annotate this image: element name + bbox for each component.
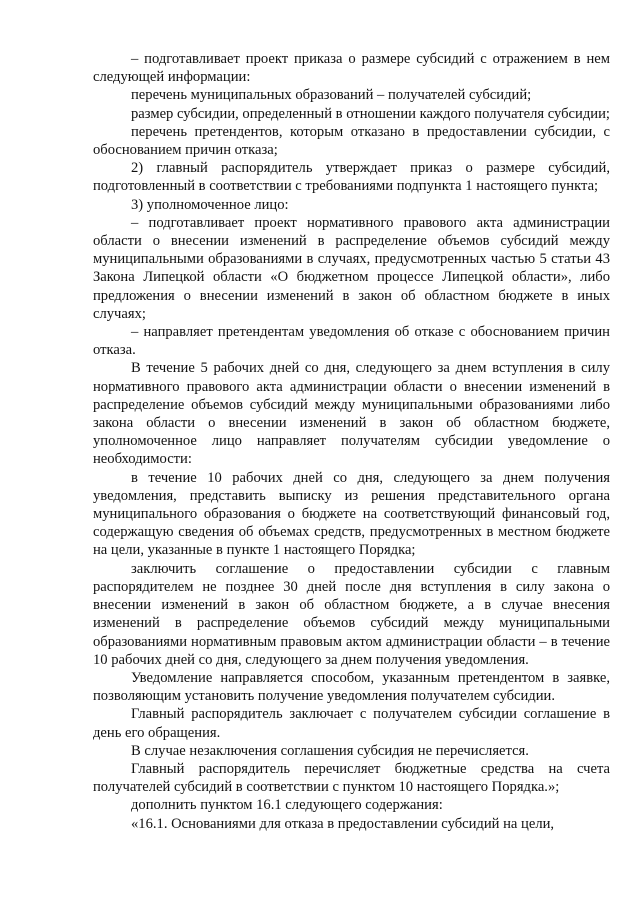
paragraph: В течение 5 рабочих дней со дня, следующего за днем вступления в силу нормативного правового акта администрации области о внесении изменений в распределение объемов субсидий между муниципальными образованиями либо закона области о внесении изменений в закон об областном бюджете, уполномоченное лицо направляет получателям субсидии уведомление о необходимости: xyxy=(93,360,610,468)
paragraph: Уведомление направляется способом, указанным претендентом в заявке, позволяющим установить получение уведомления получателем субсидии. xyxy=(93,669,610,705)
paragraph: перечень претендентов, которым отказано в предоставлении субсидии, с обоснованием причин отказа; xyxy=(93,123,610,159)
paragraph: В случае незаключения соглашения субсидия не перечисляется. xyxy=(131,742,529,759)
paragraph: в течение 10 рабочих дней со дня, следующего за днем получения уведомления, представить выписку из решения представительного органа муниципального образования о бюджете на соответствующий финансовый год, содержащую сведения об объемах средств, предусмотренных в местном бюджете на цели, указанные в пункте 1 настоящего Порядка; xyxy=(93,469,610,559)
paragraph: – подготавливает проект нормативного правового акта администрации области о внесении изменений в распределение объемов субсидий между муниципальными образованиями в случаях, предусмотренных частью 5 статьи 43 Закона Липецкой области «О бюджетном процессе Липецкой области», либо предложения о внесении изменений в закон об областном бюджете в иных случаях; xyxy=(93,214,610,322)
paragraph: заключить соглашение о предоставлении субсидии с главным распорядителем не позднее 30 дней после дня вступления в силу закона о внесении изменений в закон об областном бюджете, а в случае внесения изменений в распределение объемов субсидий между муниципальными образованиями нормативным правовым актом администрации области – в течение 10 рабочих дней со дня, следующего за днем получения уведомления. xyxy=(93,560,610,668)
paragraph: размер субсидии, определенный в отношении каждого получателя субсидии; xyxy=(131,105,610,122)
paragraph: Главный распорядитель заключает с получателем субсидии соглашение в день его обращения. xyxy=(93,706,610,741)
paragraph: Главный распорядитель перечисляет бюджетные средства на счета получателей субсидий в соответствии с пунктом 10 настоящего Порядка.»; xyxy=(93,760,610,796)
paragraph: – подготавливает проект приказа о размере субсидий с отражением в нем следующей информации: xyxy=(93,51,610,86)
paragraph: 3) уполномоченное лицо: xyxy=(131,196,289,213)
document-body xyxy=(93,50,610,833)
paragraph: «16.1. Основаниями для отказа в предоставлении субсидий на цели, xyxy=(131,815,555,832)
paragraph: дополнить пунктом 16.1 следующего содержания: xyxy=(131,797,443,814)
paragraph: 2) главный распорядитель утверждает приказ о размере субсидий, подготовленный в соответствии с требованиями подпункта 1 настоящего пункта; xyxy=(93,160,610,195)
paragraph: перечень муниципальных образований – получателей субсидий; xyxy=(131,87,532,104)
paragraph: – направляет претендентам уведомления об отказе с обоснованием причин отказа. xyxy=(93,324,610,359)
